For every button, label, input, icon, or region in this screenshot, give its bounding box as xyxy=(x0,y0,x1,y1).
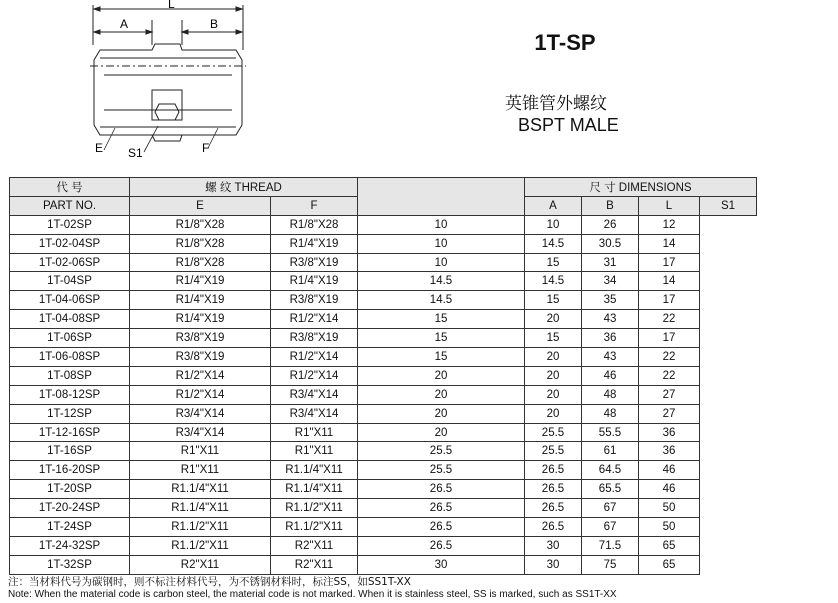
note-chinese: 注：当材料代号为碳钢时，则不标注材料代号，为不锈钢材料时，标注SS，如SS1T-XX xyxy=(8,576,411,588)
spec-table xyxy=(9,177,757,575)
cell-b: 20 xyxy=(525,404,582,423)
cell-l: 64.5 xyxy=(582,461,639,480)
table-row xyxy=(10,329,757,348)
cell-f: R3/4"X14 xyxy=(271,385,358,404)
cell-l: 46 xyxy=(582,366,639,385)
callout-e: E xyxy=(95,141,104,155)
cell-f: R1.1/2"X11 xyxy=(271,499,358,518)
cell-part: 1T-04-08SP xyxy=(10,310,130,329)
table-row xyxy=(10,461,757,480)
cell-part: 1T-20-24SP xyxy=(10,499,130,518)
cell-s1: 14 xyxy=(639,234,700,253)
header-thread: 螺 纹 THREAD xyxy=(130,178,358,197)
cell-part: 1T-02SP xyxy=(10,215,130,234)
cell-f: R2"X11 xyxy=(271,536,358,555)
table-row xyxy=(10,253,757,272)
cell-part: 1T-02-04SP xyxy=(10,234,130,253)
cell-l: 55.5 xyxy=(582,423,639,442)
cell-l: 48 xyxy=(582,385,639,404)
cell-a: 30 xyxy=(358,555,525,574)
cell-s1: 14 xyxy=(639,272,700,291)
header-part-en: PART NO. xyxy=(10,196,130,215)
table-row xyxy=(10,385,757,404)
cell-a: 26.5 xyxy=(358,536,525,555)
subtitle-chinese: 英锥管外螺纹 xyxy=(505,94,607,114)
cell-part: 1T-12-16SP xyxy=(10,423,130,442)
table-row xyxy=(10,442,757,461)
cell-b: 15 xyxy=(525,329,582,348)
cell-a: 14.5 xyxy=(358,291,525,310)
cell-a: 10 xyxy=(358,215,525,234)
cell-e: R1/8"X28 xyxy=(130,234,271,253)
cell-b: 14.5 xyxy=(525,234,582,253)
cell-e: R1/2"X14 xyxy=(130,366,271,385)
cell-b: 26.5 xyxy=(525,480,582,499)
cell-l: 34 xyxy=(582,272,639,291)
subtitle-english: BSPT MALE xyxy=(518,115,619,135)
cell-f: R1"X11 xyxy=(271,423,358,442)
cell-f: R3/8"X19 xyxy=(271,253,358,272)
cell-l: 48 xyxy=(582,404,639,423)
cell-part: 1T-08SP xyxy=(10,366,130,385)
cell-b: 20 xyxy=(525,310,582,329)
dim-label-l: L xyxy=(168,0,175,11)
cell-s1: 17 xyxy=(639,253,700,272)
table-row xyxy=(10,518,757,537)
header-dimensions: 尺 寸 DIMENSIONS xyxy=(525,178,757,197)
cell-b: 10 xyxy=(525,215,582,234)
cell-part: 1T-04-06SP xyxy=(10,291,130,310)
cell-e: R1.1/4"X11 xyxy=(130,480,271,499)
header-part-cn: 代 号 xyxy=(10,178,130,197)
cell-part: 1T-20SP xyxy=(10,480,130,499)
table-row xyxy=(10,499,757,518)
cell-f: R3/8"X19 xyxy=(271,291,358,310)
blank-column xyxy=(358,178,525,216)
cell-a: 20 xyxy=(358,404,525,423)
cell-s1: 12 xyxy=(639,215,700,234)
cell-a: 15 xyxy=(358,348,525,367)
cell-e: R1/4"X19 xyxy=(130,310,271,329)
table-row xyxy=(10,291,757,310)
header-col-b: B xyxy=(582,196,639,215)
note-english: Note: When the material code is carbon steel, the material code is not marked. When it is stainless steel, SS is marked, such as SS1T-XX xyxy=(8,589,617,600)
cell-f: R1/2"X14 xyxy=(271,366,358,385)
cell-l: 65.5 xyxy=(582,480,639,499)
header-col-a: A xyxy=(525,196,582,215)
cell-b: 20 xyxy=(525,348,582,367)
cell-s1: 17 xyxy=(639,329,700,348)
cell-f: R1"X11 xyxy=(271,442,358,461)
cell-part: 1T-06-08SP xyxy=(10,348,130,367)
dim-label-a: A xyxy=(120,17,129,31)
cell-e: R1.1/4"X11 xyxy=(130,499,271,518)
cell-a: 26.5 xyxy=(358,480,525,499)
cell-part: 1T-02-06SP xyxy=(10,253,130,272)
cell-a: 14.5 xyxy=(358,272,525,291)
cell-e: R1/4"X19 xyxy=(130,291,271,310)
cell-b: 26.5 xyxy=(525,461,582,480)
cell-f: R1/2"X14 xyxy=(271,310,358,329)
cell-s1: 65 xyxy=(639,555,700,574)
cell-l: 26 xyxy=(582,215,639,234)
table-row xyxy=(10,272,757,291)
cell-b: 15 xyxy=(525,253,582,272)
table-row xyxy=(10,555,757,574)
cell-b: 26.5 xyxy=(525,518,582,537)
cell-l: 43 xyxy=(582,310,639,329)
cell-l: 61 xyxy=(582,442,639,461)
table-row xyxy=(10,366,757,385)
cell-l: 31 xyxy=(582,253,639,272)
cell-part: 1T-04SP xyxy=(10,272,130,291)
cell-s1: 22 xyxy=(639,366,700,385)
cell-f: R1.1/4"X11 xyxy=(271,461,358,480)
cell-s1: 50 xyxy=(639,518,700,537)
table-row xyxy=(10,215,757,234)
cell-part: 1T-08-12SP xyxy=(10,385,130,404)
cell-s1: 36 xyxy=(639,423,700,442)
header-col-f: F xyxy=(271,196,358,215)
cell-f: R1/4"X19 xyxy=(271,234,358,253)
cell-s1: 50 xyxy=(639,499,700,518)
cell-a: 26.5 xyxy=(358,499,525,518)
cell-a: 15 xyxy=(358,329,525,348)
cell-e: R1.1/2"X11 xyxy=(130,518,271,537)
cell-b: 30 xyxy=(525,536,582,555)
cell-part: 1T-12SP xyxy=(10,404,130,423)
cell-b: 14.5 xyxy=(525,272,582,291)
cell-l: 35 xyxy=(582,291,639,310)
cell-e: R1"X11 xyxy=(130,442,271,461)
cell-s1: 27 xyxy=(639,404,700,423)
cell-b: 26.5 xyxy=(525,499,582,518)
dim-label-b: B xyxy=(210,17,219,31)
cell-e: R3/4"X14 xyxy=(130,404,271,423)
cell-f: R1/2"X14 xyxy=(271,348,358,367)
cell-a: 20 xyxy=(358,423,525,442)
cell-e: R1/4"X19 xyxy=(130,272,271,291)
cell-b: 15 xyxy=(525,291,582,310)
cell-b: 25.5 xyxy=(525,442,582,461)
header-col-e: E xyxy=(130,196,271,215)
cell-s1: 46 xyxy=(639,461,700,480)
page-title: 1T-SP xyxy=(534,30,596,55)
cell-f: R1/4"X19 xyxy=(271,272,358,291)
cell-a: 26.5 xyxy=(358,518,525,537)
cell-b: 20 xyxy=(525,366,582,385)
cell-b: 20 xyxy=(525,385,582,404)
cell-s1: 36 xyxy=(639,442,700,461)
cell-s1: 27 xyxy=(639,385,700,404)
cell-f: R1/8"X28 xyxy=(271,215,358,234)
cell-part: 1T-16-20SP xyxy=(10,461,130,480)
cell-s1: 22 xyxy=(639,310,700,329)
cell-l: 67 xyxy=(582,499,639,518)
table-row xyxy=(10,423,757,442)
cell-f: R1.1/4"X11 xyxy=(271,480,358,499)
cell-e: R3/8"X19 xyxy=(130,329,271,348)
cell-b: 30 xyxy=(525,555,582,574)
cell-a: 10 xyxy=(358,234,525,253)
cell-e: R1"X11 xyxy=(130,461,271,480)
fitting-drawing xyxy=(60,0,260,170)
cell-l: 43 xyxy=(582,348,639,367)
cell-s1: 65 xyxy=(639,536,700,555)
cell-l: 75 xyxy=(582,555,639,574)
cell-e: R2"X11 xyxy=(130,555,271,574)
cell-e: R1/8"X28 xyxy=(130,253,271,272)
cell-s1: 17 xyxy=(639,291,700,310)
cell-part: 1T-16SP xyxy=(10,442,130,461)
cell-l: 36 xyxy=(582,329,639,348)
cell-l: 30.5 xyxy=(582,234,639,253)
table-row xyxy=(10,536,757,555)
table-row xyxy=(10,234,757,253)
table-row xyxy=(10,404,757,423)
cell-e: R3/8"X19 xyxy=(130,348,271,367)
cell-l: 67 xyxy=(582,518,639,537)
cell-f: R2"X11 xyxy=(271,555,358,574)
table-row xyxy=(10,480,757,499)
cell-part: 1T-32SP xyxy=(10,555,130,574)
cell-s1: 46 xyxy=(639,480,700,499)
table-row xyxy=(10,310,757,329)
cell-f: R3/8"X19 xyxy=(271,329,358,348)
cell-a: 20 xyxy=(358,366,525,385)
cell-a: 25.5 xyxy=(358,442,525,461)
cell-s1: 22 xyxy=(639,348,700,367)
header-col-s1: S1 xyxy=(700,196,757,215)
cell-l: 71.5 xyxy=(582,536,639,555)
cell-part: 1T-24-32SP xyxy=(10,536,130,555)
callout-s1: S1 xyxy=(128,146,143,160)
cell-f: R1.1/2"X11 xyxy=(271,518,358,537)
cell-f: R3/4"X14 xyxy=(271,404,358,423)
cell-part: 1T-24SP xyxy=(10,518,130,537)
cell-e: R1/8"X28 xyxy=(130,215,271,234)
cell-e: R1.1/2"X11 xyxy=(130,536,271,555)
cell-a: 25.5 xyxy=(358,461,525,480)
cell-part: 1T-06SP xyxy=(10,329,130,348)
header-col-l: L xyxy=(639,196,700,215)
callout-f: F xyxy=(202,141,210,155)
cell-e: R3/4"X14 xyxy=(130,423,271,442)
cell-b: 25.5 xyxy=(525,423,582,442)
cell-a: 15 xyxy=(358,310,525,329)
cell-e: R1/2"X14 xyxy=(130,385,271,404)
cell-a: 20 xyxy=(358,385,525,404)
table-row xyxy=(10,348,757,367)
cell-a: 10 xyxy=(358,253,525,272)
